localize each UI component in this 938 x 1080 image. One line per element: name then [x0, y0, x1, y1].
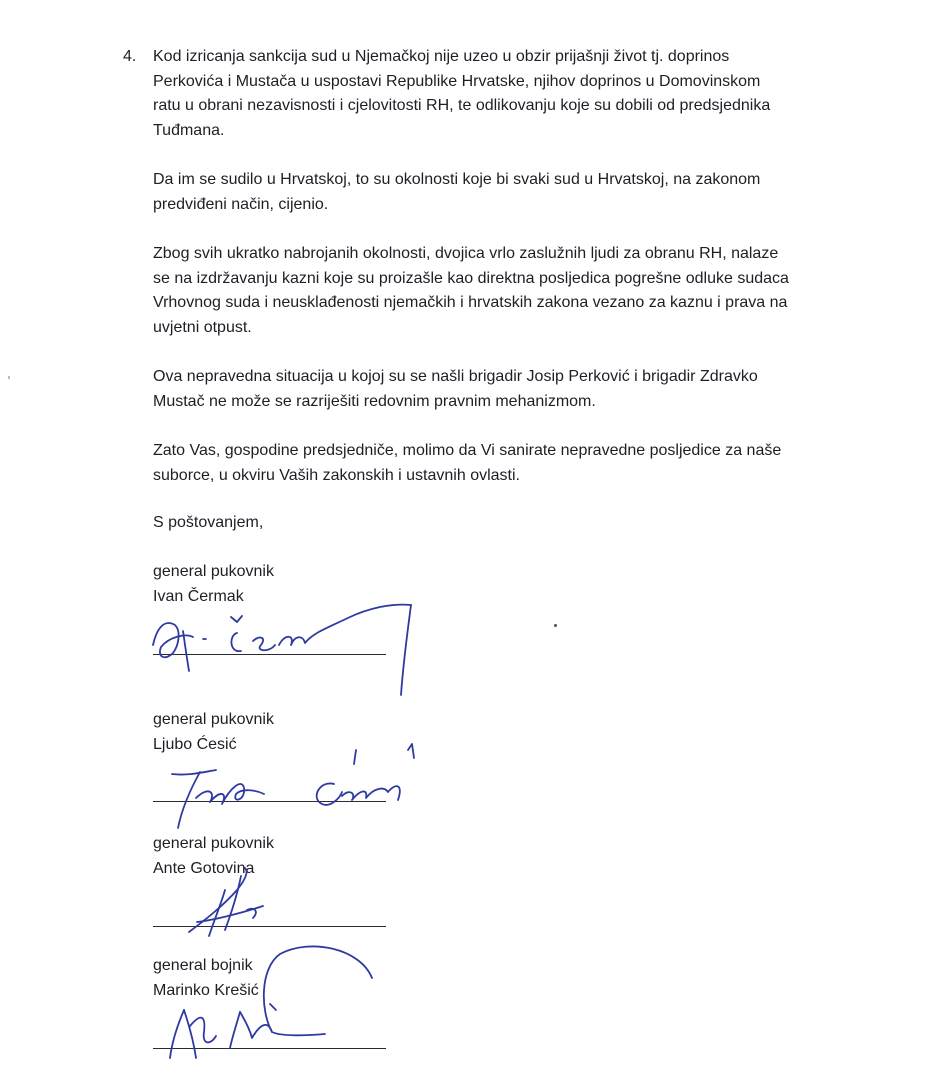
signatory-rank: general pukovnik — [153, 563, 274, 580]
closing-salutation: S poštovanjem, — [153, 514, 264, 531]
text-line: Perkovića i Mustača u uspostavi Republike Hrvatske, njihov doprinos u Domovinskom — [153, 72, 761, 90]
text-line: suborce, u okviru Vaših zakonskih i ustavnih ovlasti. — [153, 466, 520, 484]
text-line: ratu u obrani nezavisnosti i cjelovitosti RH, te odlikovanju koje su dobili od predsjednika — [153, 97, 771, 114]
handwritten-signature-cesic — [160, 742, 425, 837]
text-line: Zbog svih ukratko nabrojanih okolnosti, dvojica vrlo zaslužnih ljudi za obranu RH, nalaze — [153, 245, 779, 262]
text-line: predviđeni način, cijenio. — [153, 195, 329, 213]
signatory-rank: general bojnik — [153, 957, 253, 974]
text-line: Da im se sudilo u Hrvatskoj, to su okolnosti koje bi svaki sud u Hrvatskoj, na zakonom — [153, 171, 761, 188]
paragraph-request — [153, 439, 843, 488]
handwritten-signature-cermak — [145, 595, 425, 700]
handwritten-signature-kresic — [160, 940, 390, 1070]
text-line: Vrhovnog suda i neusklađenosti njemačkih i hrvatskih zakona vezano za kaznu i prava na — [153, 294, 788, 311]
signatory-name: Ivan Čermak — [153, 587, 244, 605]
paragraph-unjust-situation — [153, 365, 843, 414]
handwritten-signature-gotovina — [175, 860, 295, 945]
item-4-paragraph — [153, 45, 843, 143]
paragraph-circumstances-summary — [153, 242, 843, 340]
text-line: uvjetni otpust. — [153, 318, 252, 336]
text-line: Tuđmana. — [153, 121, 225, 139]
text-line: Kod izricanja sankcija sud u Njemačkoj nije uzeo u obzir prijašnji život tj. doprinos — [153, 48, 730, 65]
signatory-name: Marinko Krešić — [153, 981, 259, 999]
signatory-rank: general pukovnik — [153, 711, 274, 728]
signatory-name: Ante Gotovina — [153, 859, 255, 877]
text-line: Ova nepravedna situacija u kojoj su se našli brigadir Josip Perković i brigadir Zdravko — [153, 368, 758, 385]
item-number: 4. — [123, 48, 137, 65]
text-line: se na izdržavanju kazni koje su proizašle kao direktna posljedica pogrešne odluke sudaca — [153, 269, 789, 287]
signatory-rank: general pukovnik — [153, 835, 274, 852]
paragraph-court-circumstances — [153, 168, 843, 217]
margin-mark — [8, 376, 10, 379]
signatory-name: Ljubo Ćesić — [153, 735, 237, 753]
text-line: Mustač ne može se razriješiti redovnim pravnim mehanizmom. — [153, 392, 596, 410]
text-line: Zato Vas, gospodine predsjedniče, molimo da Vi sanirate nepravedne posljedice za naše — [153, 442, 782, 459]
stray-mark — [554, 624, 557, 627]
